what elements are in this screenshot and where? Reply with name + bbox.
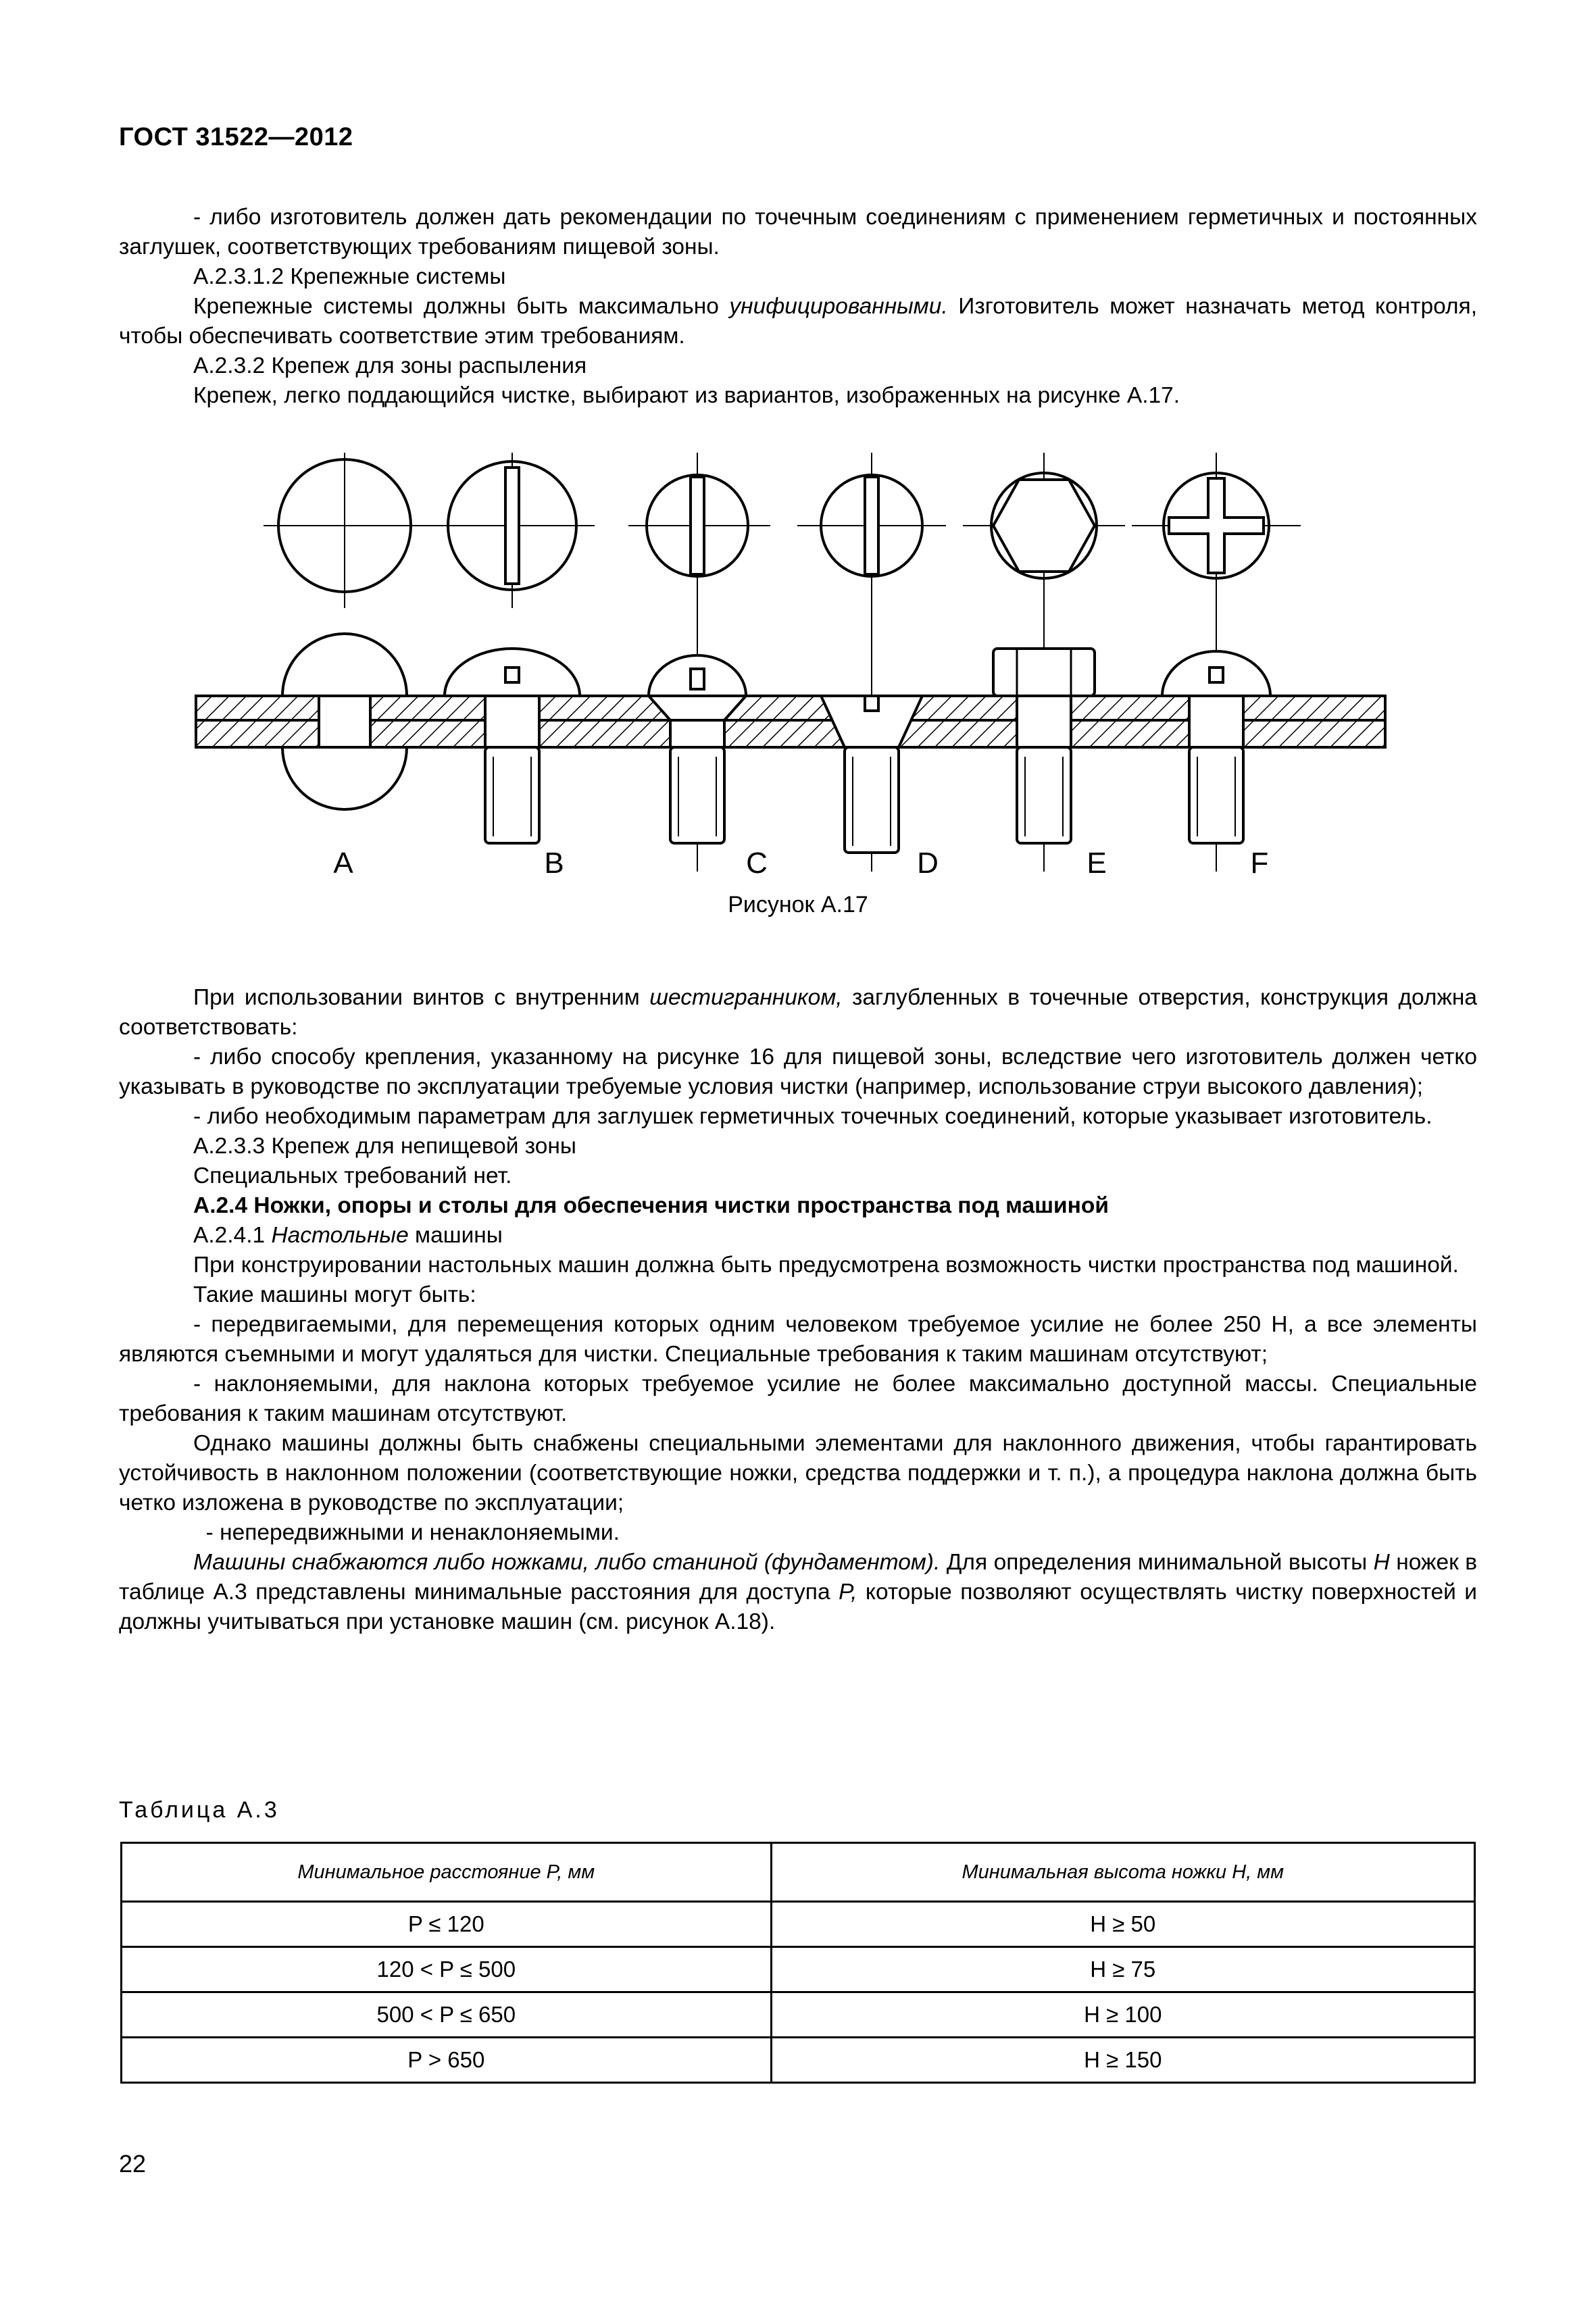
top-view-a: [264, 453, 431, 608]
text-span: которые позволяют осуществлять чистку поверхностей и должны учитываться при установке машин (см. рисунок А.18).: [119, 1580, 1477, 1634]
figure-caption: Рисунок А.17: [728, 892, 868, 917]
table-cell: P > 650: [122, 2038, 772, 2083]
table-row: [122, 2038, 1475, 2083]
paragraph: - непередвижными и ненаклоняемыми.: [193, 1520, 620, 1545]
figure-label-f: F: [1250, 847, 1269, 880]
table-row: [122, 1947, 1475, 1992]
paragraph: - наклоняемыми, для наклона которых требуемое усилие не более максимально доступной массы. Специальные требования к таким машинам отсутствуют.: [119, 1372, 1477, 1426]
figure-label-c: C: [746, 847, 768, 880]
fastener-c-section: [649, 655, 746, 843]
text-block-main: [119, 983, 1477, 1637]
paragraph: [119, 983, 1477, 1042]
italic-span: Настольные: [271, 1223, 409, 1248]
table-cell: 500 < P ≤ 650: [122, 1992, 772, 2038]
table-cell: P ≤ 120: [122, 1902, 772, 1947]
table-header-row: [122, 1843, 1475, 1902]
table-cell: 120 < P ≤ 500: [122, 1947, 772, 1992]
text-span: А.2.4.1: [193, 1223, 266, 1248]
section-heading: А.2.3.3 Крепеж для непищевой зоны: [193, 1134, 576, 1159]
text-span: ножек в таблице А.3 представлены минимальные расстояния для доступа: [119, 1550, 1478, 1605]
text-span: машины: [415, 1223, 503, 1248]
figure-a17-drawing: [162, 453, 1432, 899]
document-header: ГОСТ 31522—2012: [119, 123, 353, 151]
table-a3: [120, 1842, 1476, 2084]
table-cell: H ≥ 150: [771, 2038, 1474, 2083]
paragraph: [119, 1548, 1477, 1637]
text-span: При использовании винтов с внутренним: [193, 985, 640, 1010]
italic-span: P,: [839, 1580, 857, 1605]
paragraph: Специальных требований нет.: [193, 1163, 512, 1188]
table-cell: H ≥ 50: [771, 1902, 1474, 1947]
text-span: Изготовитель может назначать метод контроля, чтобы обеспечивать соответствие этим требованиям.: [119, 294, 1478, 349]
italic-span: Машины снабжаются либо ножками, либо станиной (фундаментом).: [193, 1550, 941, 1575]
figure-label-e: E: [1087, 847, 1107, 880]
text-span: Для определения минимальной высоты: [946, 1550, 1368, 1575]
top-view-b: [429, 453, 595, 608]
section-heading: А.2.3.1.2 Крепежные системы: [193, 264, 506, 289]
text-block-top: [119, 203, 1477, 411]
paragraph: Крепеж, легко поддающийся чистке, выбирают из вариантов, изображенных на рисунке А.17.: [193, 383, 1180, 408]
italic-span: H: [1373, 1550, 1390, 1575]
table-row: [122, 1902, 1475, 1947]
paragraph: Такие машины могут быть:: [193, 1282, 476, 1307]
paragraph: - либо способу крепления, указанному на рисунке 16 для пищевой зоны, вследствие чего изготовитель должен четко указывать в руководстве по эксплуатации требуемые условия чистки (например, использование струи высокого давления);: [119, 1045, 1477, 1099]
table-header-cell: Минимальное расстояние P, мм: [122, 1843, 772, 1902]
table-title: Таблица А.3: [119, 1797, 280, 1823]
italic-span: шестигранником,: [649, 985, 843, 1010]
paragraph: При конструировании настольных машин должна быть предусмотрена возможность чистки пространства под машиной.: [193, 1253, 1459, 1278]
text-span: Крепежные системы должны быть максимально: [193, 294, 719, 319]
figure-label-a: A: [333, 847, 353, 880]
table-header-cell: Минимальная высота ножки H, мм: [771, 1843, 1474, 1902]
section-heading: А.2.3.2 Крепеж для зоны распыления: [193, 353, 587, 378]
paragraph: - передвигаемыми, для перемещения которых одним человеком требуемое усилие не более 250 Н, а все элементы являются съемными и могут удаляться для чистки. Специальные требования к таким машинам отсутствуют;: [119, 1312, 1477, 1367]
section-heading: [119, 1221, 1477, 1251]
table-row: [122, 1992, 1475, 2038]
fastener-top-views: [264, 453, 1301, 872]
text-span: заглубленных в точечные отверстия, конструкция должна соответствовать:: [119, 985, 1477, 1040]
fastener-d-section: [821, 696, 922, 853]
figure-label-d: D: [917, 847, 939, 880]
figure-label-b: B: [544, 847, 564, 880]
page-number: 22: [119, 2150, 147, 2178]
paragraph: Однако машины должны быть снабжены специальными элементами для наклонного движения, чтобы гарантировать устойчивость в наклонном положении (соответствующие ножки, средства поддержки и т. п.), а процедура наклона должна быть четко изложена в руководстве по эксплуатации;: [119, 1431, 1477, 1515]
italic-span: унифицированными.: [729, 294, 948, 319]
section-heading-bold: А.2.4 Ножки, опоры и столы для обеспечения чистки пространства под машиной: [193, 1193, 1109, 1218]
paragraph: - либо изготовитель должен дать рекомендации по точечным соединениям с применением герметичных и постоянных заглушек, соответствующих требованиям пищевой зоны.: [119, 205, 1477, 259]
paragraph: [119, 292, 1477, 351]
table-cell: H ≥ 75: [771, 1947, 1474, 1992]
table-cell: H ≥ 100: [771, 1992, 1474, 2038]
paragraph: - либо необходимым параметрам для заглушек герметичных точечных соединений, которые указывает изготовитель.: [193, 1104, 1432, 1129]
